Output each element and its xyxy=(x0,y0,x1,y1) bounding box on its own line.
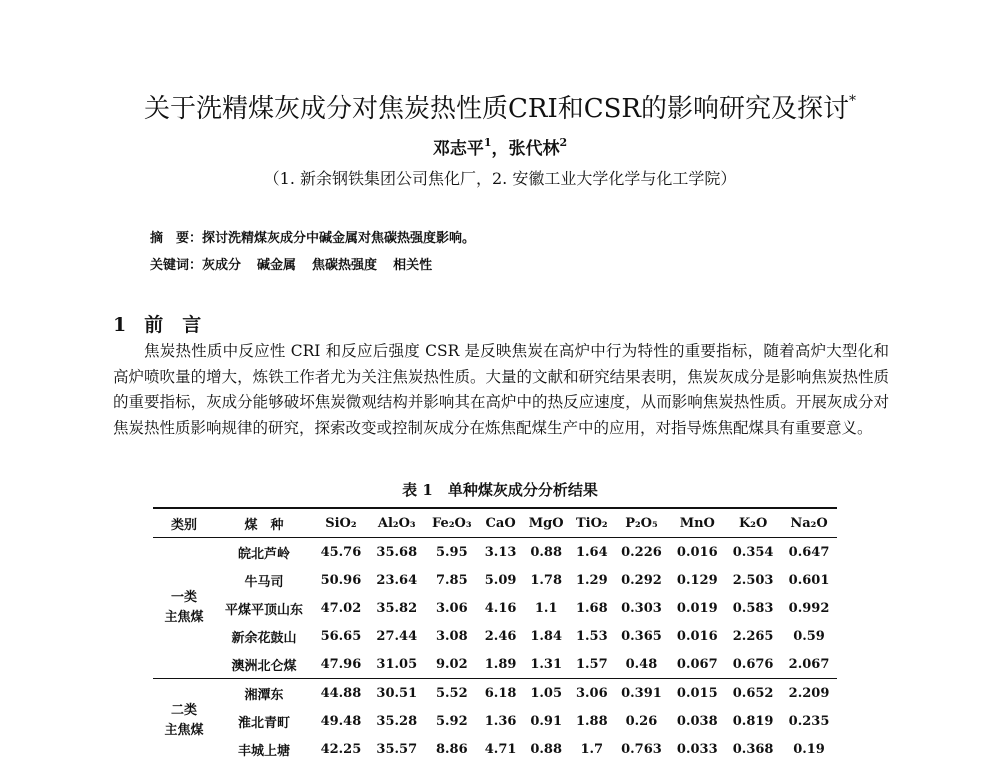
cell-fe2o3: 5.92 xyxy=(425,707,479,735)
cell-p2o5: 0.763 xyxy=(614,735,670,763)
cell-coal: 丰城上塘 xyxy=(215,735,313,763)
cell-k2o: 0.819 xyxy=(725,707,781,735)
paper-title xyxy=(0,88,1000,125)
cell-p2o5: 0.292 xyxy=(614,566,670,594)
cell-tio2: 3.06 xyxy=(570,679,613,708)
abstract-label: 摘 要： xyxy=(150,231,202,246)
cell-cao: 6.18 xyxy=(479,679,522,708)
cell-k2o: 0.368 xyxy=(725,735,781,763)
cell-al2o3: 35.82 xyxy=(369,594,425,622)
paper-title-text: 关于洗精煤灰成分对焦炭热性质CRI和CSR的影响研究及探讨 xyxy=(144,94,849,124)
body-paragraph: 焦炭热性质中反应性 CRI 和反应后强度 CSR 是反映焦炭在高炉中行为特性的重要指标，随着高炉大型化和高炉喷吹量的增大，炼铁工作者尤为关注焦炭热性质。大量的文献和研究结果表明，焦炭灰成分是影响焦炭热性质的重要指标，灰成分能够破坏焦炭微观结构并影响其在高炉中的热反应速度，从而影响焦炭热性质。开展灰成分对焦炭热性质影响规律的研究，探索改变或控制灰成分在炼焦配煤生产中的应用，对指导炼焦配煤具有重要意义。 xyxy=(113,339,889,441)
cell-sio2: 44.88 xyxy=(313,679,369,708)
header-mno: MnO xyxy=(669,508,725,538)
cell-al2o3: 35.68 xyxy=(369,538,425,567)
category-line: 主焦煤 xyxy=(164,723,203,738)
cell-cao: 5.09 xyxy=(479,566,522,594)
section-body xyxy=(113,339,889,441)
table-row xyxy=(153,735,837,763)
header-k2o: K₂O xyxy=(725,508,781,538)
header-coal: 煤 种 xyxy=(215,508,313,538)
coal-ash-table xyxy=(153,507,837,763)
cell-al2o3: 31.05 xyxy=(369,650,425,679)
cell-k2o: 0.676 xyxy=(725,650,781,679)
cell-sio2: 47.02 xyxy=(313,594,369,622)
cell-sio2: 47.96 xyxy=(313,650,369,679)
cell-al2o3: 35.57 xyxy=(369,735,425,763)
cell-cao: 1.89 xyxy=(479,650,522,679)
keyword: 灰成分 xyxy=(202,258,241,273)
cell-mno: 0.067 xyxy=(669,650,725,679)
cell-cao: 4.16 xyxy=(479,594,522,622)
cell-mno: 0.033 xyxy=(669,735,725,763)
cell-mno: 0.019 xyxy=(669,594,725,622)
cell-coal: 皖北芦岭 xyxy=(215,538,313,567)
cell-k2o: 0.354 xyxy=(725,538,781,567)
cell-fe2o3: 5.95 xyxy=(425,538,479,567)
section-number: 1 xyxy=(113,314,126,336)
cell-coal: 澳洲北仑煤 xyxy=(215,650,313,679)
cell-na2o: 0.601 xyxy=(781,566,837,594)
cell-tio2: 1.68 xyxy=(570,594,613,622)
cell-fe2o3: 9.02 xyxy=(425,650,479,679)
cell-p2o5: 0.365 xyxy=(614,622,670,650)
keyword: 碱金属 xyxy=(257,258,296,273)
cell-fe2o3: 7.85 xyxy=(425,566,479,594)
category-line: 主焦煤 xyxy=(164,610,203,625)
affiliation-line: （1. 新余钢铁集团公司焦化厂，2. 安徽工业大学化学与化工学院） xyxy=(0,166,1000,189)
cell-al2o3: 30.51 xyxy=(369,679,425,708)
cell-sio2: 56.65 xyxy=(313,622,369,650)
header-fe2o3: Fe₂O₃ xyxy=(425,508,479,538)
cell-na2o: 0.59 xyxy=(781,622,837,650)
author-name: 邓志平 xyxy=(433,139,484,159)
cell-mgo: 1.31 xyxy=(522,650,570,679)
cell-mgo: 0.88 xyxy=(522,538,570,567)
header-sio2: SiO₂ xyxy=(313,508,369,538)
header-mgo: MgO xyxy=(522,508,570,538)
cell-na2o: 0.235 xyxy=(781,707,837,735)
table-row xyxy=(153,650,837,679)
cell-tio2: 1.57 xyxy=(570,650,613,679)
cell-mgo: 1.1 xyxy=(522,594,570,622)
cell-k2o: 2.503 xyxy=(725,566,781,594)
cell-mno: 0.015 xyxy=(669,679,725,708)
table-caption: 表 1 单种煤灰成分分析结果 xyxy=(0,479,1000,500)
cell-fe2o3: 3.08 xyxy=(425,622,479,650)
table-row xyxy=(153,707,837,735)
category-cell xyxy=(153,679,215,763)
cell-sio2: 49.48 xyxy=(313,707,369,735)
cell-na2o: 2.209 xyxy=(781,679,837,708)
cell-p2o5: 0.391 xyxy=(614,679,670,708)
cell-fe2o3: 8.86 xyxy=(425,735,479,763)
header-na2o: Na₂O xyxy=(781,508,837,538)
author-line xyxy=(0,134,1000,159)
author-name: 张代林 xyxy=(509,139,560,159)
cell-cao: 1.36 xyxy=(479,707,522,735)
cell-tio2: 1.88 xyxy=(570,707,613,735)
cell-sio2: 50.96 xyxy=(313,566,369,594)
table-header-row xyxy=(153,508,837,538)
cell-k2o: 0.583 xyxy=(725,594,781,622)
category-line: 二类 xyxy=(171,703,197,718)
cell-fe2o3: 5.52 xyxy=(425,679,479,708)
cell-na2o: 0.992 xyxy=(781,594,837,622)
cell-mgo: 1.84 xyxy=(522,622,570,650)
table-row xyxy=(153,538,837,567)
cell-coal: 湘潭东 xyxy=(215,679,313,708)
cell-al2o3: 35.28 xyxy=(369,707,425,735)
category-line: 一类 xyxy=(171,590,197,605)
cell-k2o: 0.652 xyxy=(725,679,781,708)
cell-na2o: 0.19 xyxy=(781,735,837,763)
cell-coal: 新余花鼓山 xyxy=(215,622,313,650)
cell-tio2: 1.64 xyxy=(570,538,613,567)
cell-coal: 淮北青町 xyxy=(215,707,313,735)
author-affiliation-mark: 2 xyxy=(560,136,568,149)
header-al2o3: Al₂O₃ xyxy=(369,508,425,538)
cell-mgo: 0.91 xyxy=(522,707,570,735)
table-row xyxy=(153,679,837,708)
header-p2o5: P₂O₅ xyxy=(614,508,670,538)
cell-sio2: 45.76 xyxy=(313,538,369,567)
cell-fe2o3: 3.06 xyxy=(425,594,479,622)
keyword: 焦碳热强度 xyxy=(312,258,377,273)
cell-cao: 4.71 xyxy=(479,735,522,763)
cell-cao: 2.46 xyxy=(479,622,522,650)
cell-p2o5: 0.303 xyxy=(614,594,670,622)
cell-tio2: 1.29 xyxy=(570,566,613,594)
cell-p2o5: 0.48 xyxy=(614,650,670,679)
cell-coal: 平煤平顶山东 xyxy=(215,594,313,622)
cell-p2o5: 0.26 xyxy=(614,707,670,735)
author-separator: ， xyxy=(492,139,509,159)
cell-tio2: 1.7 xyxy=(570,735,613,763)
keywords xyxy=(150,254,448,273)
abstract-text: 探讨洗精煤灰成分中碱金属对焦碳热强度影响。 xyxy=(202,231,475,246)
table-row xyxy=(153,622,837,650)
abstract xyxy=(150,227,475,246)
cell-k2o: 2.265 xyxy=(725,622,781,650)
cell-mgo: 1.78 xyxy=(522,566,570,594)
cell-mno: 0.129 xyxy=(669,566,725,594)
cell-mno: 0.016 xyxy=(669,622,725,650)
cell-mgo: 0.88 xyxy=(522,735,570,763)
author-affiliation-mark: 1 xyxy=(484,136,492,149)
header-category: 类别 xyxy=(153,508,215,538)
table-row xyxy=(153,566,837,594)
cell-mgo: 1.05 xyxy=(522,679,570,708)
cell-coal: 牛马司 xyxy=(215,566,313,594)
header-cao: CaO xyxy=(479,508,522,538)
cell-cao: 3.13 xyxy=(479,538,522,567)
cell-mno: 0.016 xyxy=(669,538,725,567)
header-tio2: TiO₂ xyxy=(570,508,613,538)
title-footnote-mark: * xyxy=(849,93,856,109)
table-row xyxy=(153,594,837,622)
cell-al2o3: 23.64 xyxy=(369,566,425,594)
cell-p2o5: 0.226 xyxy=(614,538,670,567)
category-cell xyxy=(153,538,215,679)
cell-na2o: 0.647 xyxy=(781,538,837,567)
keywords-label: 关键词： xyxy=(150,258,202,273)
cell-tio2: 1.53 xyxy=(570,622,613,650)
cell-sio2: 42.25 xyxy=(313,735,369,763)
keyword: 相关性 xyxy=(393,258,432,273)
cell-mno: 0.038 xyxy=(669,707,725,735)
cell-al2o3: 27.44 xyxy=(369,622,425,650)
section-title-text: 前 言 xyxy=(144,314,201,336)
section-heading xyxy=(113,310,201,337)
cell-na2o: 2.067 xyxy=(781,650,837,679)
